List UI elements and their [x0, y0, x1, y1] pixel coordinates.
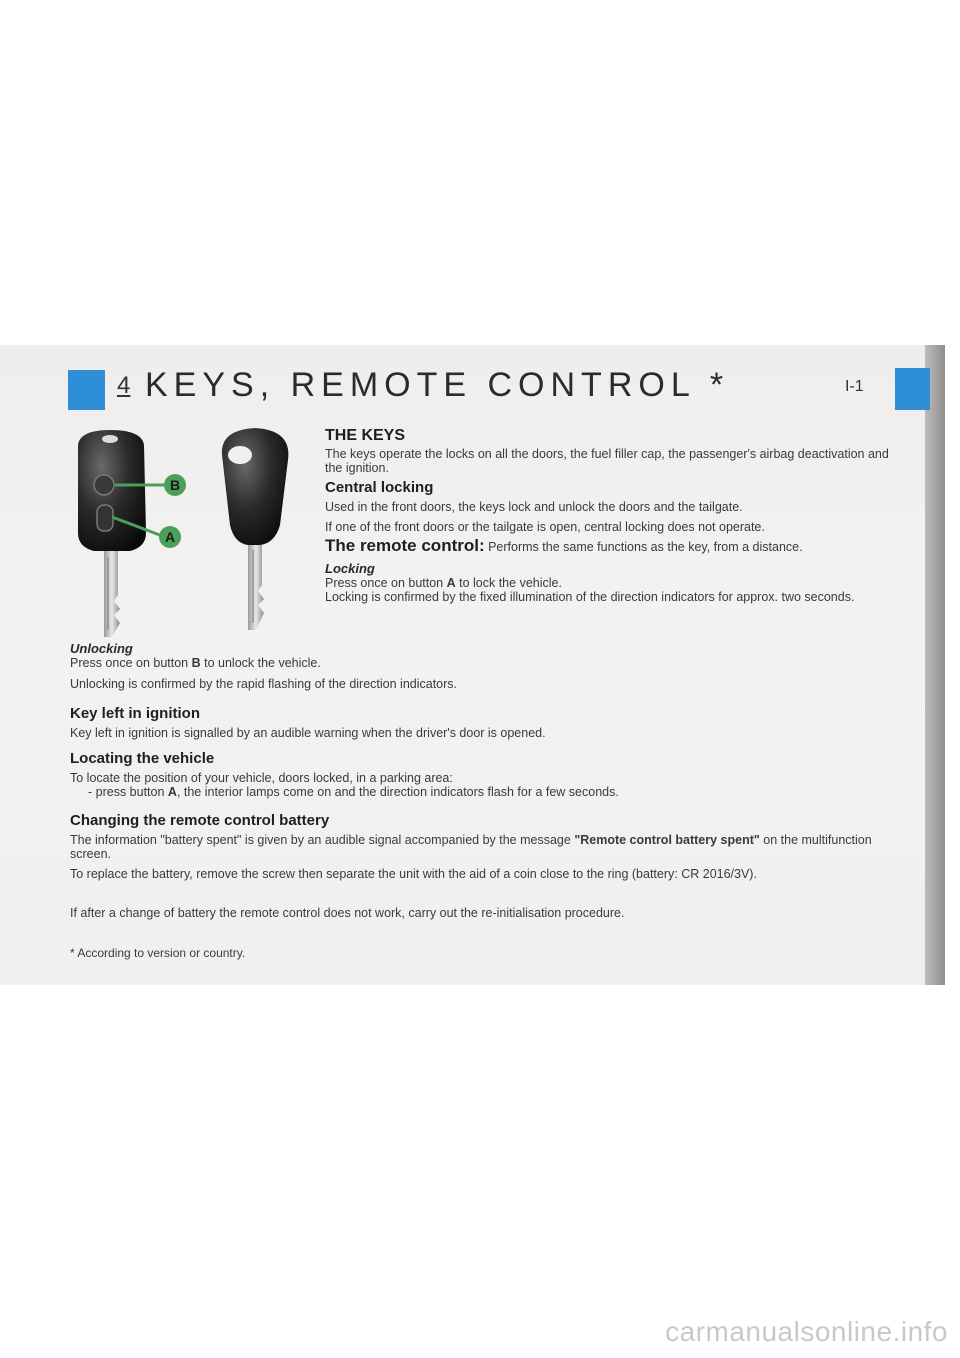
heading-central-locking: Central locking	[325, 479, 434, 496]
page-edge-shadow	[925, 345, 945, 985]
text-locking-2: Locking is confirmed by the fixed illumination of the direction indicators for approx. two seconds.	[325, 590, 855, 604]
locking-text-pre: Press once on button	[325, 576, 447, 590]
changing-text-post: on the multifunction screen.	[70, 833, 872, 861]
unlocking-button-ref: B	[191, 656, 201, 670]
locking-text-post: to lock the vehicle.	[455, 576, 562, 590]
heading-changing-battery: Changing the remote control battery	[70, 812, 330, 829]
locating-text-pre: - press button	[88, 785, 168, 799]
text-key-left: Key left in ignition is signalled by an audible warning when the driver's door is opened.	[70, 726, 546, 740]
changing-text-pre: The information "battery spent" is given by an audible signal accompanied by the message	[70, 833, 575, 847]
unlocking-text-pre: Press once on button	[70, 656, 192, 670]
text-unlocking-1	[70, 656, 890, 670]
text-locating-2	[88, 785, 888, 799]
heading-locating: Locating the vehicle	[70, 750, 215, 767]
heading-unlocking: Unlocking	[70, 641, 133, 656]
text-remote-control: Performs the same functions as the key, from a distance.	[484, 540, 803, 554]
text-changing-3: If after a change of battery the remote control does not work, carry out the re-initialisation procedure.	[70, 906, 625, 920]
label-b-circle	[164, 474, 186, 496]
unlocking-text-post: to unlock the vehicle.	[200, 656, 321, 670]
watermark-url: carmanualsonline.info	[665, 1316, 948, 1347]
plain-key-image	[222, 428, 288, 630]
section-code: I-1	[845, 378, 864, 395]
page-title: KEYS, REMOTE CONTROL *	[145, 366, 730, 404]
heading-remote-control: The remote control:	[325, 536, 485, 555]
blue-tab-left	[68, 370, 105, 410]
locking-button-ref: A	[446, 576, 456, 590]
page-number: 4	[117, 372, 131, 399]
footnote: * According to version or country.	[70, 946, 246, 960]
remote-key-image	[78, 430, 146, 637]
text-locating-1: To locate the position of your vehicle, doors locked, in a parking area:	[70, 771, 453, 785]
heading-locking: Locking	[325, 561, 375, 576]
text-the-keys: The keys operate the locks on all the doors, the fuel filler cap, the passenger's airbag deactivation and the ignition.	[325, 447, 889, 475]
label-b: B	[169, 477, 181, 493]
heading-key-left: Key left in ignition	[70, 705, 200, 722]
changing-message: "Remote control battery spent"	[574, 833, 760, 847]
remote-control-paragraph	[325, 536, 895, 555]
blue-tab-right	[895, 368, 930, 410]
locating-text-post: , the interior lamps come on and the direction indicators flash for a few seconds.	[176, 785, 619, 799]
text-locking-1	[325, 576, 895, 590]
text-changing-1	[70, 833, 890, 861]
heading-the-keys: THE KEYS	[325, 427, 406, 444]
text-changing-2: To replace the battery, remove the screw then separate the unit with the aid of a coin close to the ring (battery: CR 2016/3V).	[70, 867, 757, 881]
text-central-locking-2: If one of the front doors or the tailgate is open, central locking does not operate.	[325, 520, 765, 534]
label-a-circle	[159, 526, 181, 548]
text-unlocking-2: Unlocking is confirmed by the rapid flashing of the direction indicators.	[70, 677, 458, 691]
locating-button-ref: A	[167, 785, 177, 799]
label-a: A	[164, 529, 176, 545]
keys-illustration	[70, 425, 310, 650]
text-central-locking-1: Used in the front doors, the keys lock and unlock the doors and the tailgate.	[325, 500, 743, 514]
